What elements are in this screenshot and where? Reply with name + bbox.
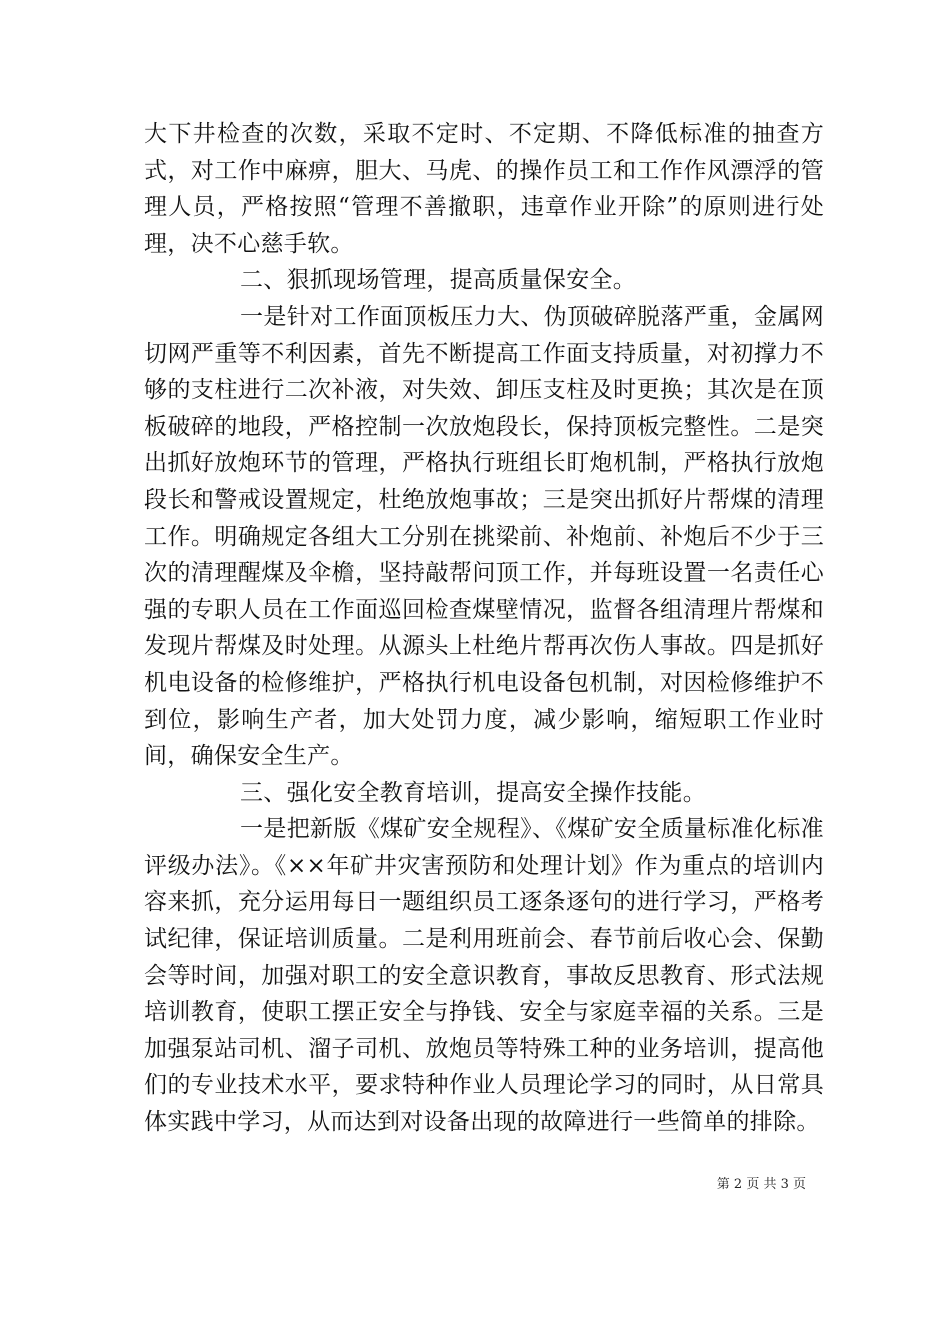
page-number-footer: 第 2 页 共 3 页 (716, 1177, 806, 1192)
section-heading-2: 二、狠抓现场管理，提高质量保安全。 (240, 267, 637, 294)
document-body (144, 116, 824, 1141)
paragraph-section-2-body: 一是针对工作面顶板压力大、伪顶破碎脱落严重，金属网切网严重等不利因素，首先不断提高工作面支持质量，对初撑力不够的支柱进行二次补液，对失效、卸压支柱及时更换；其次是在顶板破碎的地段，严格控制一次放炮段长，保持顶板完整性。二是突出抓好放炮环节的管理，严格执行班组长盯炮机制，严格执行放炮段长和警戒设置规定，杜绝放炮事故；三是突出抓好片帮煤的清理工作。明确规定各组大工分别在挑梁前、补炮前、补炮后不少于三次的清理醒煤及伞檐，坚持敲帮问顶工作，并每班设置一名责任心强的专职人员在工作面巡回检查煤壁情况，监督各组清理片帮煤和发现片帮煤及时处理。从源头上杜绝片帮再次伤人事故。四是抓好机电设备的检修维护，严格执行机电设备包机制，对因检修维护不到位，影响生产者，加大处罚力度，减少影响，缩短职工作业时间，确保安全生产。 (144, 303, 824, 770)
paragraph-section-3-body: 一是把新版《煤矿安全规程》、《煤矿安全质量标准化标准评级办法》。《××年矿井灾害预防和处理计划》作为重点的培训内容来抓，充分运用每日一题组织员工逐条逐句的进行学习，严格考试纪律，保证培训质量。二是利用班前会、春节前后收心会、保勤会等时间，加强对职工的安全意识教育，事故反思教育、形式法规培训教育，使职工摆正安全与挣钱、安全与家庭幸福的关系。三是加强泵站司机、溜子司机、放炮员等特殊工种的业务培训，提高他们的专业技术水平，要求特种作业人员理论学习的同时，从日常具体实践中学习，从而达到对设备出现的故障进行一些简单的排除。 (144, 816, 824, 1136)
section-heading-3: 三、强化安全教育培训，提高安全操作技能。 (240, 779, 706, 806)
paragraph-continuation: 大下井检查的次数，采取不定时、不定期、不降低标准的抽查方式，对工作中麻痹，胆大、马虎、的操作员工和工作作风漂浮的管理人员，严格按照“管理不善撤职，违章作业开除”的原则进行处理，决不心慈手软。 (144, 121, 824, 257)
